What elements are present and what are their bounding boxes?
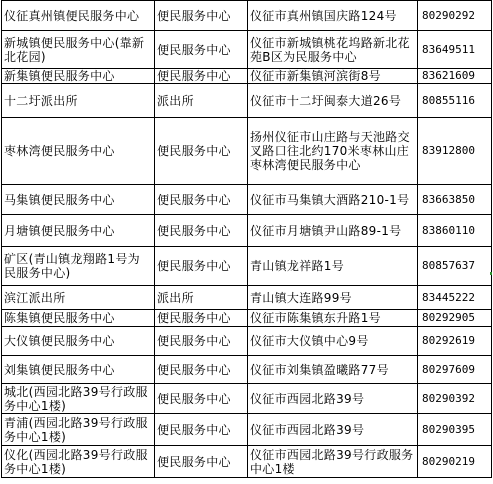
address-cell: 仪征市西园北路39号 bbox=[248, 414, 418, 446]
table-row bbox=[2, 384, 492, 414]
type-cell: 便民服务中心 bbox=[155, 1, 248, 31]
address-cell: 仪征市月塘镇尹山路89-1号 bbox=[248, 215, 418, 247]
table-body bbox=[2, 1, 492, 478]
table-row bbox=[2, 31, 492, 69]
address-cell: 仪征市陈集镇东升路1号 bbox=[248, 310, 418, 327]
address-cell: 青山镇大连路99号 bbox=[248, 286, 418, 310]
table-row bbox=[2, 446, 492, 478]
table-row bbox=[2, 414, 492, 446]
address-cell: 仪征市新城镇桃花坞路新北花苑B区为民服务中心 bbox=[248, 31, 418, 69]
type-cell: 便民服务中心 bbox=[155, 446, 248, 478]
phone-cell: 80290292 bbox=[418, 1, 492, 31]
table-row bbox=[2, 286, 492, 310]
cell-marker bbox=[490, 272, 492, 275]
table-row bbox=[2, 118, 492, 185]
name-cell: 仪征真州镇便民服务中心 bbox=[2, 1, 155, 31]
name-cell: 新城镇便民服务中心(靠新北花园) bbox=[2, 31, 155, 69]
phone-cell: 80857637 bbox=[418, 247, 492, 286]
type-cell: 便民服务中心 bbox=[155, 310, 248, 327]
address-cell: 仪征市西园北路39号 bbox=[248, 384, 418, 414]
service-center-table bbox=[1, 0, 492, 478]
phone-cell: 83649511 bbox=[418, 31, 492, 69]
table-row bbox=[2, 356, 492, 384]
type-cell: 便民服务中心 bbox=[155, 118, 248, 185]
name-cell: 城北(西园北路39号行政服务中心1楼) bbox=[2, 384, 155, 414]
type-cell: 便民服务中心 bbox=[155, 414, 248, 446]
phone-cell: 83445222 bbox=[418, 286, 492, 310]
table-row bbox=[2, 69, 492, 84]
name-cell: 矿区(青山镇龙翔路1号为民服务中心) bbox=[2, 247, 155, 286]
type-cell: 便民服务中心 bbox=[155, 247, 248, 286]
name-cell: 十二圩派出所 bbox=[2, 84, 155, 118]
address-cell: 仪征市十二圩闽泰大道26号 bbox=[248, 84, 418, 118]
phone-cell: 80292619 bbox=[418, 327, 492, 356]
name-cell: 枣林湾便民服务中心 bbox=[2, 118, 155, 185]
type-cell: 派出所 bbox=[155, 84, 248, 118]
name-cell: 滨江派出所 bbox=[2, 286, 155, 310]
address-cell: 仪征市西园北路39号行政服务中心1楼 bbox=[248, 446, 418, 478]
phone-cell: 83663850 bbox=[418, 185, 492, 215]
phone-cell: 80292905 bbox=[418, 310, 492, 327]
name-cell: 马集镇便民服务中心 bbox=[2, 185, 155, 215]
name-cell: 刘集镇便民服务中心 bbox=[2, 356, 155, 384]
phone-cell: 80290395 bbox=[418, 414, 492, 446]
name-cell: 月塘镇便民服务中心 bbox=[2, 215, 155, 247]
table-row bbox=[2, 1, 492, 31]
phone-cell: 83860110 bbox=[418, 215, 492, 247]
name-cell: 青浦(西园北路39号行政服务中心1楼) bbox=[2, 414, 155, 446]
type-cell: 便民服务中心 bbox=[155, 215, 248, 247]
address-cell: 仪征市新集镇河滨街8号 bbox=[248, 69, 418, 84]
type-cell: 派出所 bbox=[155, 286, 248, 310]
table-row bbox=[2, 327, 492, 356]
phone-cell: 80297609 bbox=[418, 356, 492, 384]
type-cell: 便民服务中心 bbox=[155, 185, 248, 215]
address-cell: 仪征市大仪镇中心9号 bbox=[248, 327, 418, 356]
phone-cell: 80290219 bbox=[418, 446, 492, 478]
phone-cell: 83621609 bbox=[418, 69, 492, 84]
name-cell: 陈集镇便民服务中心 bbox=[2, 310, 155, 327]
address-cell: 扬州仪征市山庄路与天池路交叉路口往北约170米枣林山庄枣林湾便民服务中心 bbox=[248, 118, 418, 185]
name-cell: 新集镇便民服务中心 bbox=[2, 69, 155, 84]
name-cell: 大仪镇便民服务中心 bbox=[2, 327, 155, 356]
table-row bbox=[2, 247, 492, 286]
table-row bbox=[2, 215, 492, 247]
address-cell: 仪征市马集镇大酒路210-1号 bbox=[248, 185, 418, 215]
name-cell: 仪化(西园北路39号行政服务中心1楼) bbox=[2, 446, 155, 478]
table-row bbox=[2, 310, 492, 327]
phone-cell: 80855116 bbox=[418, 84, 492, 118]
type-cell: 便民服务中心 bbox=[155, 356, 248, 384]
table-row bbox=[2, 84, 492, 118]
type-cell: 便民服务中心 bbox=[155, 384, 248, 414]
phone-cell: 83912800 bbox=[418, 118, 492, 185]
type-cell: 便民服务中心 bbox=[155, 327, 248, 356]
phone-cell: 80290392 bbox=[418, 384, 492, 414]
table-row bbox=[2, 185, 492, 215]
type-cell: 便民服务中心 bbox=[155, 31, 248, 69]
address-cell: 仪征市真州镇国庆路124号 bbox=[248, 1, 418, 31]
address-cell: 仪征市刘集镇盈曦路77号 bbox=[248, 356, 418, 384]
address-cell: 青山镇龙祥路1号 bbox=[248, 247, 418, 286]
type-cell: 便民服务中心 bbox=[155, 69, 248, 84]
